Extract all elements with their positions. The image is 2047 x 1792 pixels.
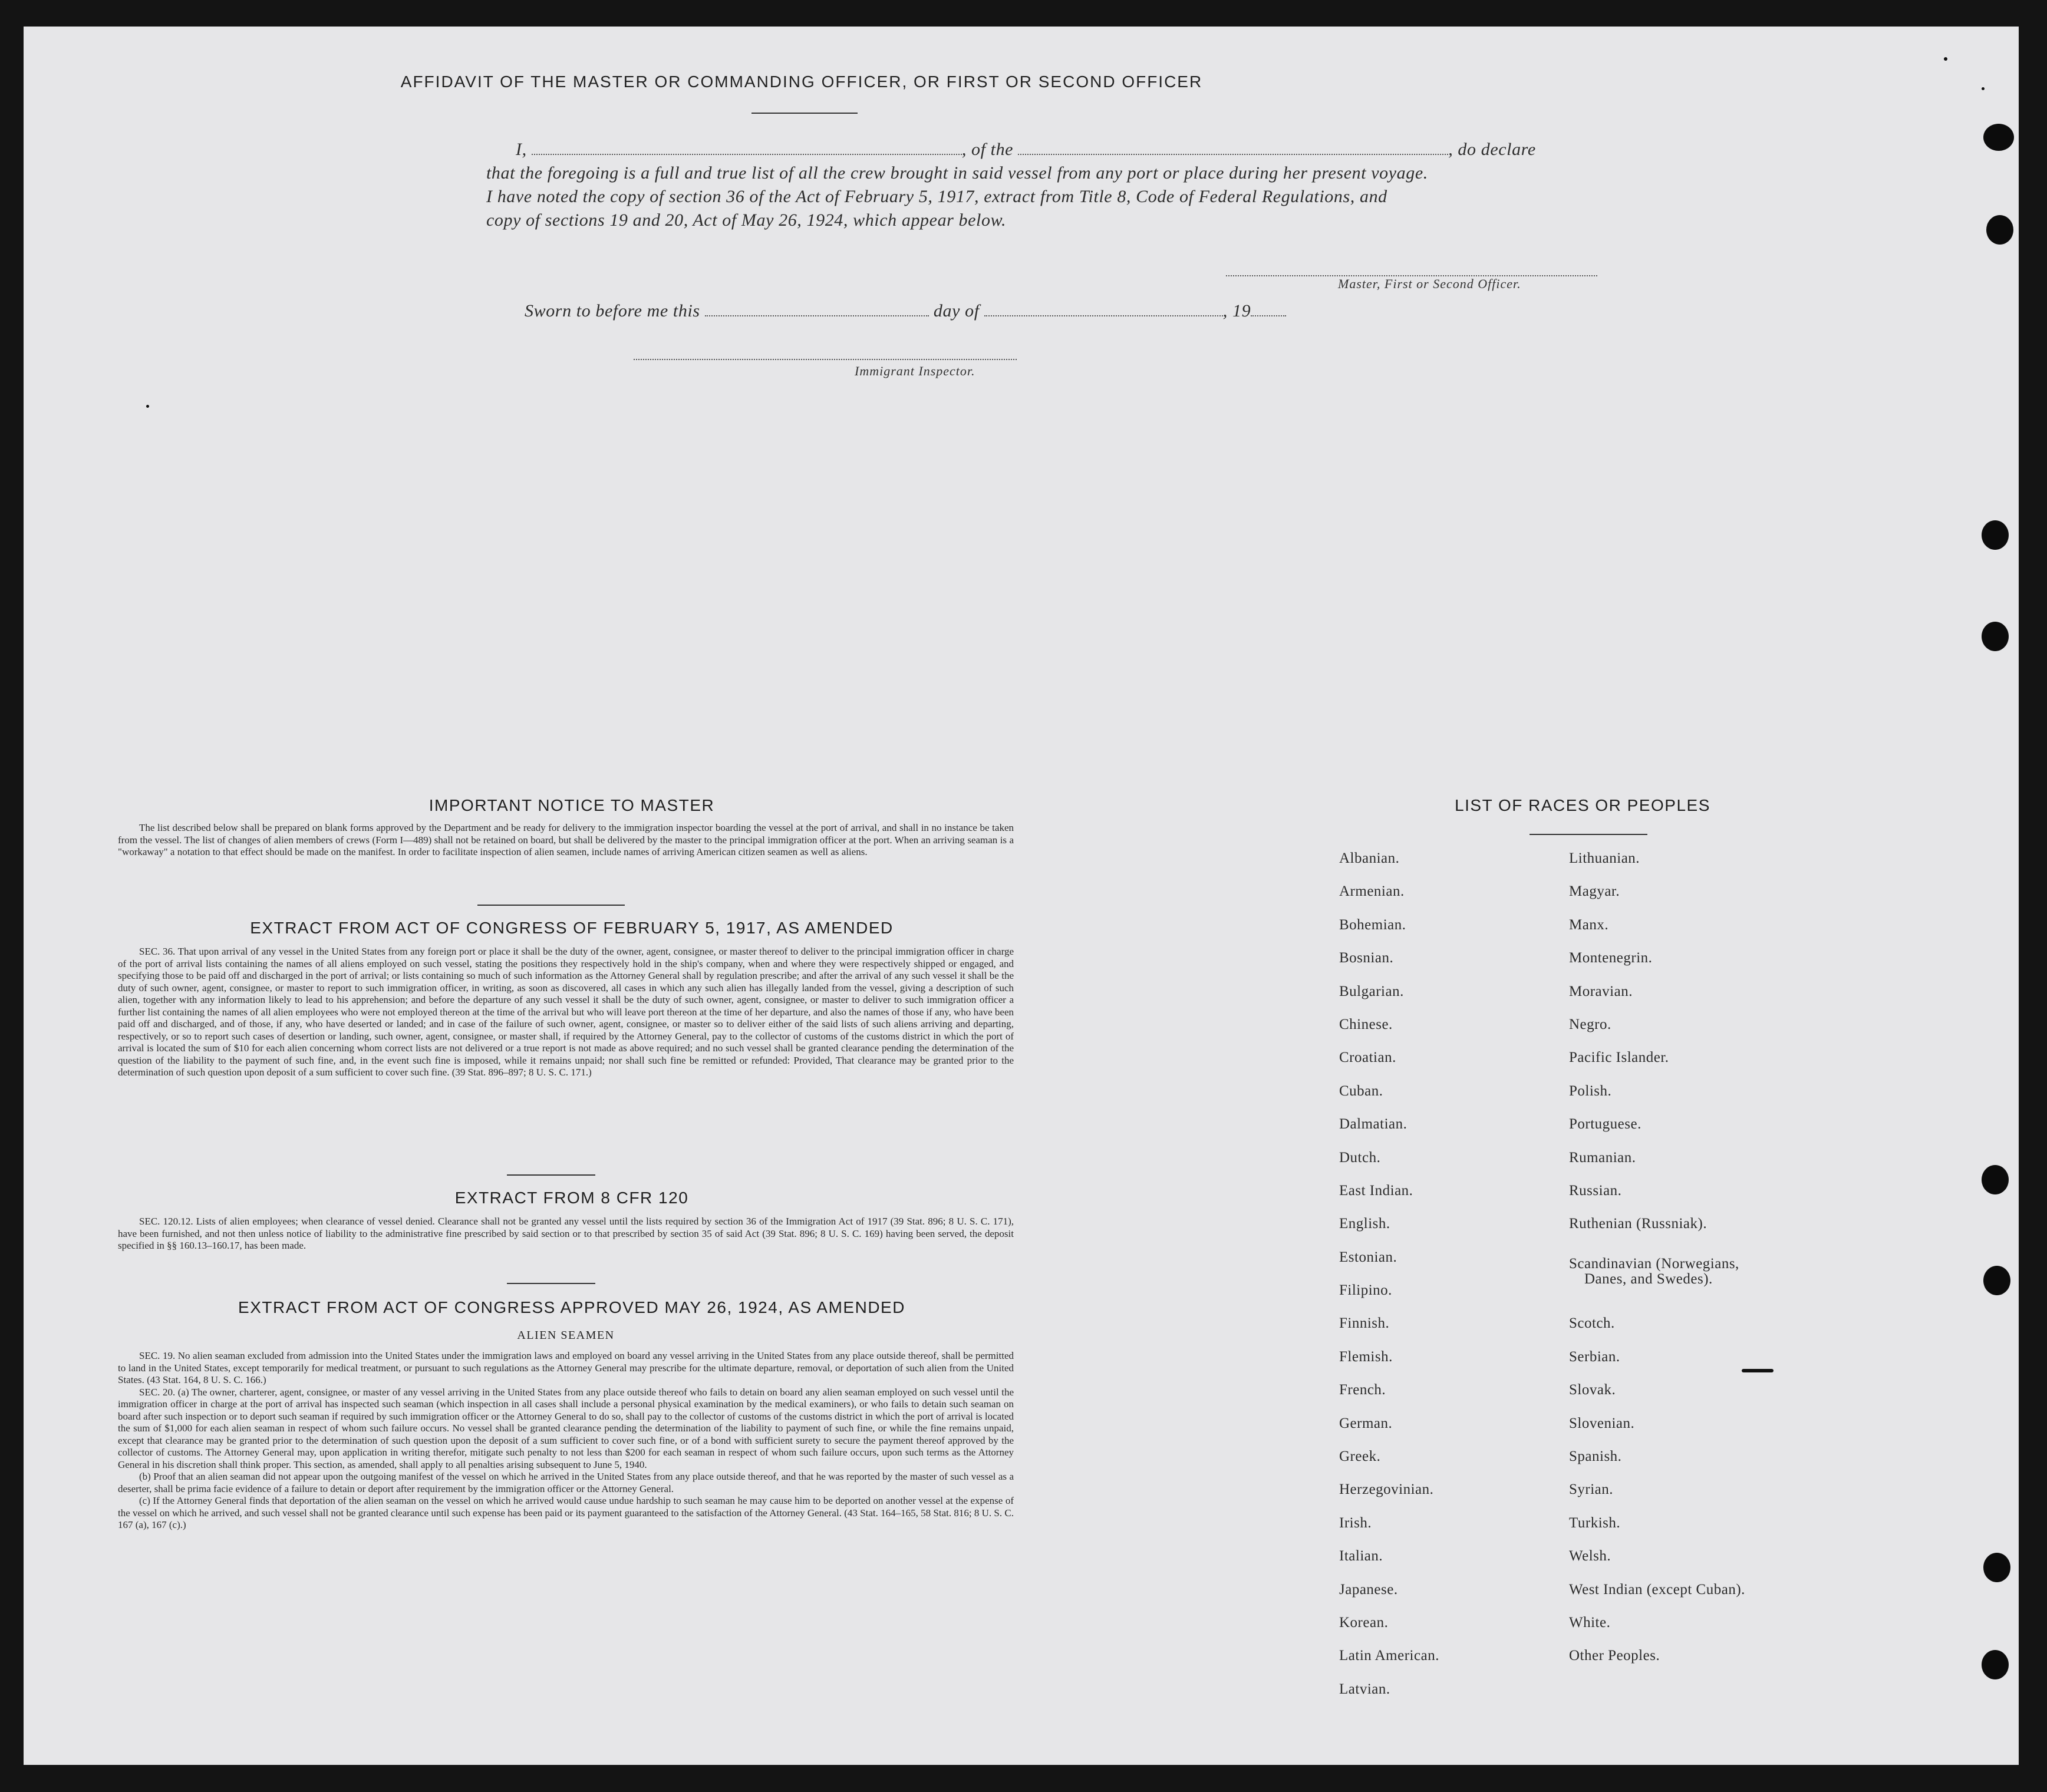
race-item: Other Peoples.: [1569, 1648, 1660, 1664]
race-item: Korean.: [1339, 1614, 1389, 1631]
races-column-1: [1339, 850, 1587, 1714]
extract-1924-text: [118, 1350, 1014, 1532]
vessel-blank[interactable]: [1018, 151, 1448, 155]
affidavit-line-1: [486, 140, 1621, 160]
race-item: Montenegrin.: [1569, 950, 1653, 966]
race-item: Polish.: [1569, 1083, 1612, 1099]
race-item: Portuguese.: [1569, 1116, 1641, 1133]
sworn-month-blank[interactable]: [984, 313, 1223, 316]
sec-19-text: SEC. 19. No alien seaman excluded from admission into the United States under the immigration laws and employed on board any vessel arriving in the United States from any place outside thereof, shall be permitted to land in the United States, except temporarily for medical treatment, or pursuant to such regulations as the Attorney General may prescribe for the ultimate departure, removal, or deportation of such alien from the United States. (43 Stat. 164, 8 U. S. C. 166.): [118, 1350, 1014, 1385]
race-item: Finnish.: [1339, 1315, 1390, 1332]
punch-hole: [1983, 1266, 2010, 1295]
notice-text: The list described below shall be prepared on blank forms approved by the Department and be ready for delivery to the immigration inspector boarding the vessel at the port of arrival, and shall in no instance be taken from the vessel. The list of changes of alien members of crews (Form I—489) shall not be retained on board, but shall be delivered by the master to the principal immigration officer at the port. When an arriving seaman is a "workaway" a notation to that effect should be made on the manifest. In order to facilitate inspection of alien seamen, include names of arriving American citizen seamen as well as aliens.: [118, 822, 1014, 857]
master-label: Master, First or Second Officer.: [1338, 276, 1521, 291]
race-item: Greek.: [1339, 1448, 1381, 1465]
race-item: Magyar.: [1569, 883, 1620, 900]
race-item: Rumanian.: [1569, 1149, 1636, 1166]
race-item: Bosnian.: [1339, 950, 1394, 966]
race-item: Welsh.: [1569, 1548, 1611, 1565]
notice-title: IMPORTANT NOTICE TO MASTER: [428, 796, 715, 814]
alien-seamen-subtitle: ALIEN SEAMEN: [517, 1329, 615, 1342]
race-item: West Indian (except Cuban).: [1569, 1581, 1745, 1598]
name-blank[interactable]: [532, 151, 962, 155]
ink-mark: [1742, 1369, 1774, 1372]
race-item: East Indian.: [1339, 1182, 1413, 1199]
race-item: Scotch.: [1569, 1315, 1615, 1332]
speck: [1982, 87, 1985, 90]
race-item: Pacific Islander.: [1569, 1050, 1669, 1066]
race-item: Ruthenian (Russniak).: [1569, 1216, 1708, 1232]
race-item: Russian.: [1569, 1182, 1622, 1199]
title-underline: [751, 113, 858, 114]
race-item: Filipino.: [1339, 1282, 1392, 1299]
race-item: Bohemian.: [1339, 916, 1406, 933]
affidavit-of-the-label: , of the: [961, 140, 1014, 159]
sworn-line: [525, 301, 1409, 321]
race-item: Dalmatian.: [1339, 1116, 1407, 1133]
race-item: Italian.: [1339, 1548, 1383, 1565]
race-item: Serbian.: [1569, 1348, 1620, 1365]
race-item: Armenian.: [1339, 883, 1405, 900]
race-item: Dutch.: [1339, 1149, 1381, 1166]
race-item: Bulgarian.: [1339, 983, 1404, 999]
race-item: Spanish.: [1569, 1448, 1622, 1465]
race-item: Herzegovinian.: [1339, 1481, 1434, 1498]
race-item: Albanian.: [1339, 850, 1400, 866]
inspector-label: Immigrant Inspector.: [855, 364, 975, 378]
affidavit-line-3: I have noted the copy of section 36 of the Act of February 5, 1917, extract from Title 8, Code of Federal Regulations, and: [486, 187, 1387, 206]
affidavit-title: AFFIDAVIT OF THE MASTER OR COMMANDING OFFICER, OR FIRST OR SECOND OFFICER: [400, 72, 1203, 91]
race-item: Cuban.: [1339, 1083, 1383, 1099]
race-item: Flemish.: [1339, 1348, 1393, 1365]
extract-1917-text: SEC. 36. That upon arrival of any vessel in the United States from any foreign port or place it shall be the duty of the owner, agent, consignee, or master thereof to deliver to the principal immigration officer in charge of the port of arrival lists containing the names of all aliens employed on such vessel, stating the positions they respectively hold in the ship's company, when and where they were respectively shipped or engaged, and specifying those to be paid off and discharged in the port of arrival; or lists containing so much of such information as the Attorney General shall by regulation prescribe; and after the arrival of any such vessel it shall be the duty of such owner, agent, consignee, or master to report to such immigration officer, in writing, as soon as discovered, all cases in which any such alien has illegally landed from the vessel, giving a description of such alien, together with any information likely to lead to his apprehension; and before the departure of any such vessel it shall be the duty of such owner, agent, consignee, or master to deliver to such immigration officer a further list containing the names of all alien employees who were not employed thereon at the time of the arrival but who will leave port thereon at the time of her departure, and also the names of those if any, who have been paid off and discharged, and of those, if any, who have deserted or landed; and in case of the failure of such owner, agent, consignee, or master so to deliver either of the said lists of such aliens arriving and departing, respectively, or so to report such cases of desertion or landing, such owner, agent, consignee, or master shall, if required by the Attorney General, pay to the collector of customs of the customs district in which the port of arrival is located the sum of $10 for each alien concerning whom correct lists are not delivered or a true report is not made as above required; and no such vessel shall be granted clearance pending the determination of the question of the liability to the payment of such fine, and, in the event such fine is imposed, while it remains unpaid; nor shall such fine be remitted or refunded: Provided, That clearance may be granted prior to the determination of such question upon deposit of a sum sufficient to cover such fine. (39 Stat. 896–897; 8 U. S. C. 171.): [118, 946, 1014, 1078]
race-item: Latin American.: [1339, 1648, 1439, 1664]
affidavit-line-4: copy of sections 19 and 20, Act of May 26, 1924, which appear below.: [486, 210, 1007, 230]
sec-20c-text: (c) If the Attorney General finds that deportation of the alien seaman on the vessel on which he arrived would cause undue hardship to such seaman he may cause him to be deported on another vessel at the expense of the vessel on which he arrived, and such vessel shall not be granted clearance until such expense has been paid or its payment guaranteed to the satisfaction of the Attorney General. (43 Stat. 164–165, 58 Stat. 816; 8 U. S. C. 167 (a), 167 (c).): [118, 1495, 1014, 1530]
race-item: German.: [1339, 1415, 1393, 1431]
race-item: Latvian.: [1339, 1681, 1390, 1697]
punch-hole: [1982, 1650, 2009, 1679]
race-item: Slovak.: [1569, 1382, 1616, 1398]
race-item: Syrian.: [1569, 1481, 1614, 1498]
race-item: White.: [1569, 1615, 1611, 1631]
extract-1917-title: EXTRACT FROM ACT OF CONGRESS OF FEBRUARY 5, 1917, AS AMENDED: [250, 919, 894, 937]
speck: [146, 405, 149, 408]
punch-hole: [1982, 1165, 2009, 1194]
extract-1924-title: EXTRACT FROM ACT OF CONGRESS APPROVED MAY 26, 1924, AS AMENDED: [238, 1298, 905, 1316]
race-item: English.: [1339, 1216, 1390, 1232]
race-item: Japanese.: [1339, 1581, 1398, 1598]
sworn-day-blank[interactable]: [705, 313, 929, 316]
sworn-year-label: , 19: [1222, 301, 1251, 321]
punch-hole: [1982, 622, 2009, 651]
affidavit-declare-label: , do declare: [1448, 140, 1536, 159]
race-item: Negro.: [1569, 1016, 1611, 1032]
divider-1: [477, 905, 625, 906]
divider-2: [507, 1174, 595, 1176]
extract-cfr-text: SEC. 120.12. Lists of alien employees; when clearance of vessel denied. Clearance shall not be granted any vessel until the lists required by section 36 of the Immigration Act of 1917 (39 Stat. 896; 8 U. S. C. 171), have been furnished, and not then unless notice of liability to the administrative fine prescribed by said section or to that prescribed by section 35 of said Act (39 Stat. 896; 8 U. S. C. 169) having been served, the deposit specified in §§ 160.13–160.17, has been made.: [118, 1216, 1014, 1251]
inspector-signature-line[interactable]: [634, 357, 1017, 360]
race-item: Chinese.: [1339, 1016, 1393, 1032]
race-item: Croatian.: [1339, 1050, 1396, 1066]
affidavit-line-2: that the foregoing is a full and true list of all the crew brought in said vessel from any port or place during her present voyage.: [486, 163, 1428, 183]
punch-hole: [1986, 215, 2013, 245]
sworn-day-label: day of: [933, 301, 980, 321]
punch-hole: [1983, 124, 2014, 151]
sworn-prefix: Sworn to before me this: [525, 301, 700, 321]
race-item: Turkish.: [1569, 1514, 1621, 1531]
races-column-2: [1569, 850, 1875, 1681]
race-item: Moravian.: [1569, 983, 1633, 999]
sec-20a-text: SEC. 20. (a) The owner, charterer, agent, consignee, or master of any vessel arriving in the United States from any place outside thereof who fails to detain on board any alien seaman employed on such vessel until the immigration officer in charge at the port of arrival has inspected such seaman (which inspection in all cases shall include a personal physical examination by the medical examiners), or who fails to detain such seaman on board after such inspection or to deport such seaman if required by such immigration officer or the Attorney General to do so, shall pay to the collector of customs of the customs district in which the port of arrival is located the sum of $1,000 for each alien seaman in respect of whom such failure occurs. No vessel shall be granted clearance pending the determination of the liability to payment of such fine, or while the fine remains unpaid, except that clearance may be granted prior to the determination of such question upon the deposit of a sum sufficient to cover such fine, or of a bond with sufficient surety to secure the payment thereof approved by the collector of customs. The Attorney General may, upon application in writing therefor, mitigate such penalty to not less than $200 for each seaman in respect of whom such failure occurs, upon such terms as the Attorney General in his discretion shall think proper. This section, as amended, shall apply to all penalties arising subsequent to June 5, 1940.: [118, 1386, 1014, 1470]
speck: [1944, 57, 1947, 61]
races-underline: [1530, 834, 1647, 835]
race-item: Lithuanian.: [1569, 850, 1640, 866]
extract-cfr-title: EXTRACT FROM 8 CFR 120: [454, 1189, 689, 1207]
sworn-year-blank[interactable]: [1251, 313, 1286, 316]
punch-hole: [1982, 520, 2009, 550]
race-item: Estonian.: [1339, 1249, 1397, 1265]
race-item: Slovenian.: [1569, 1415, 1635, 1431]
divider-3: [507, 1283, 595, 1284]
sec-20b-text: (b) Proof that an alien seaman did not appear upon the outgoing manifest of the vessel on which he arrived in the United States from any place outside thereof, and that he was reported by the master of such vessel as a deserter, shall be prima facie evidence of a failure to detain or deport after requirement by the immigration officer or the Attorney General.: [118, 1471, 1014, 1494]
race-item-scandinavian: [1569, 1249, 1875, 1316]
race-item: Scandinavian (Norwegians,: [1569, 1255, 1739, 1272]
punch-hole: [1983, 1553, 2010, 1582]
race-item: Irish.: [1339, 1514, 1372, 1531]
races-title: LIST OF RACES OR PEOPLES: [1455, 796, 1710, 814]
race-item-continuation: Danes, and Swedes).: [1584, 1270, 1713, 1287]
affidavit-i-label: I,: [516, 140, 527, 159]
document-page: [24, 27, 2019, 1765]
race-item: Manx.: [1569, 916, 1609, 933]
race-item: French.: [1339, 1382, 1386, 1398]
